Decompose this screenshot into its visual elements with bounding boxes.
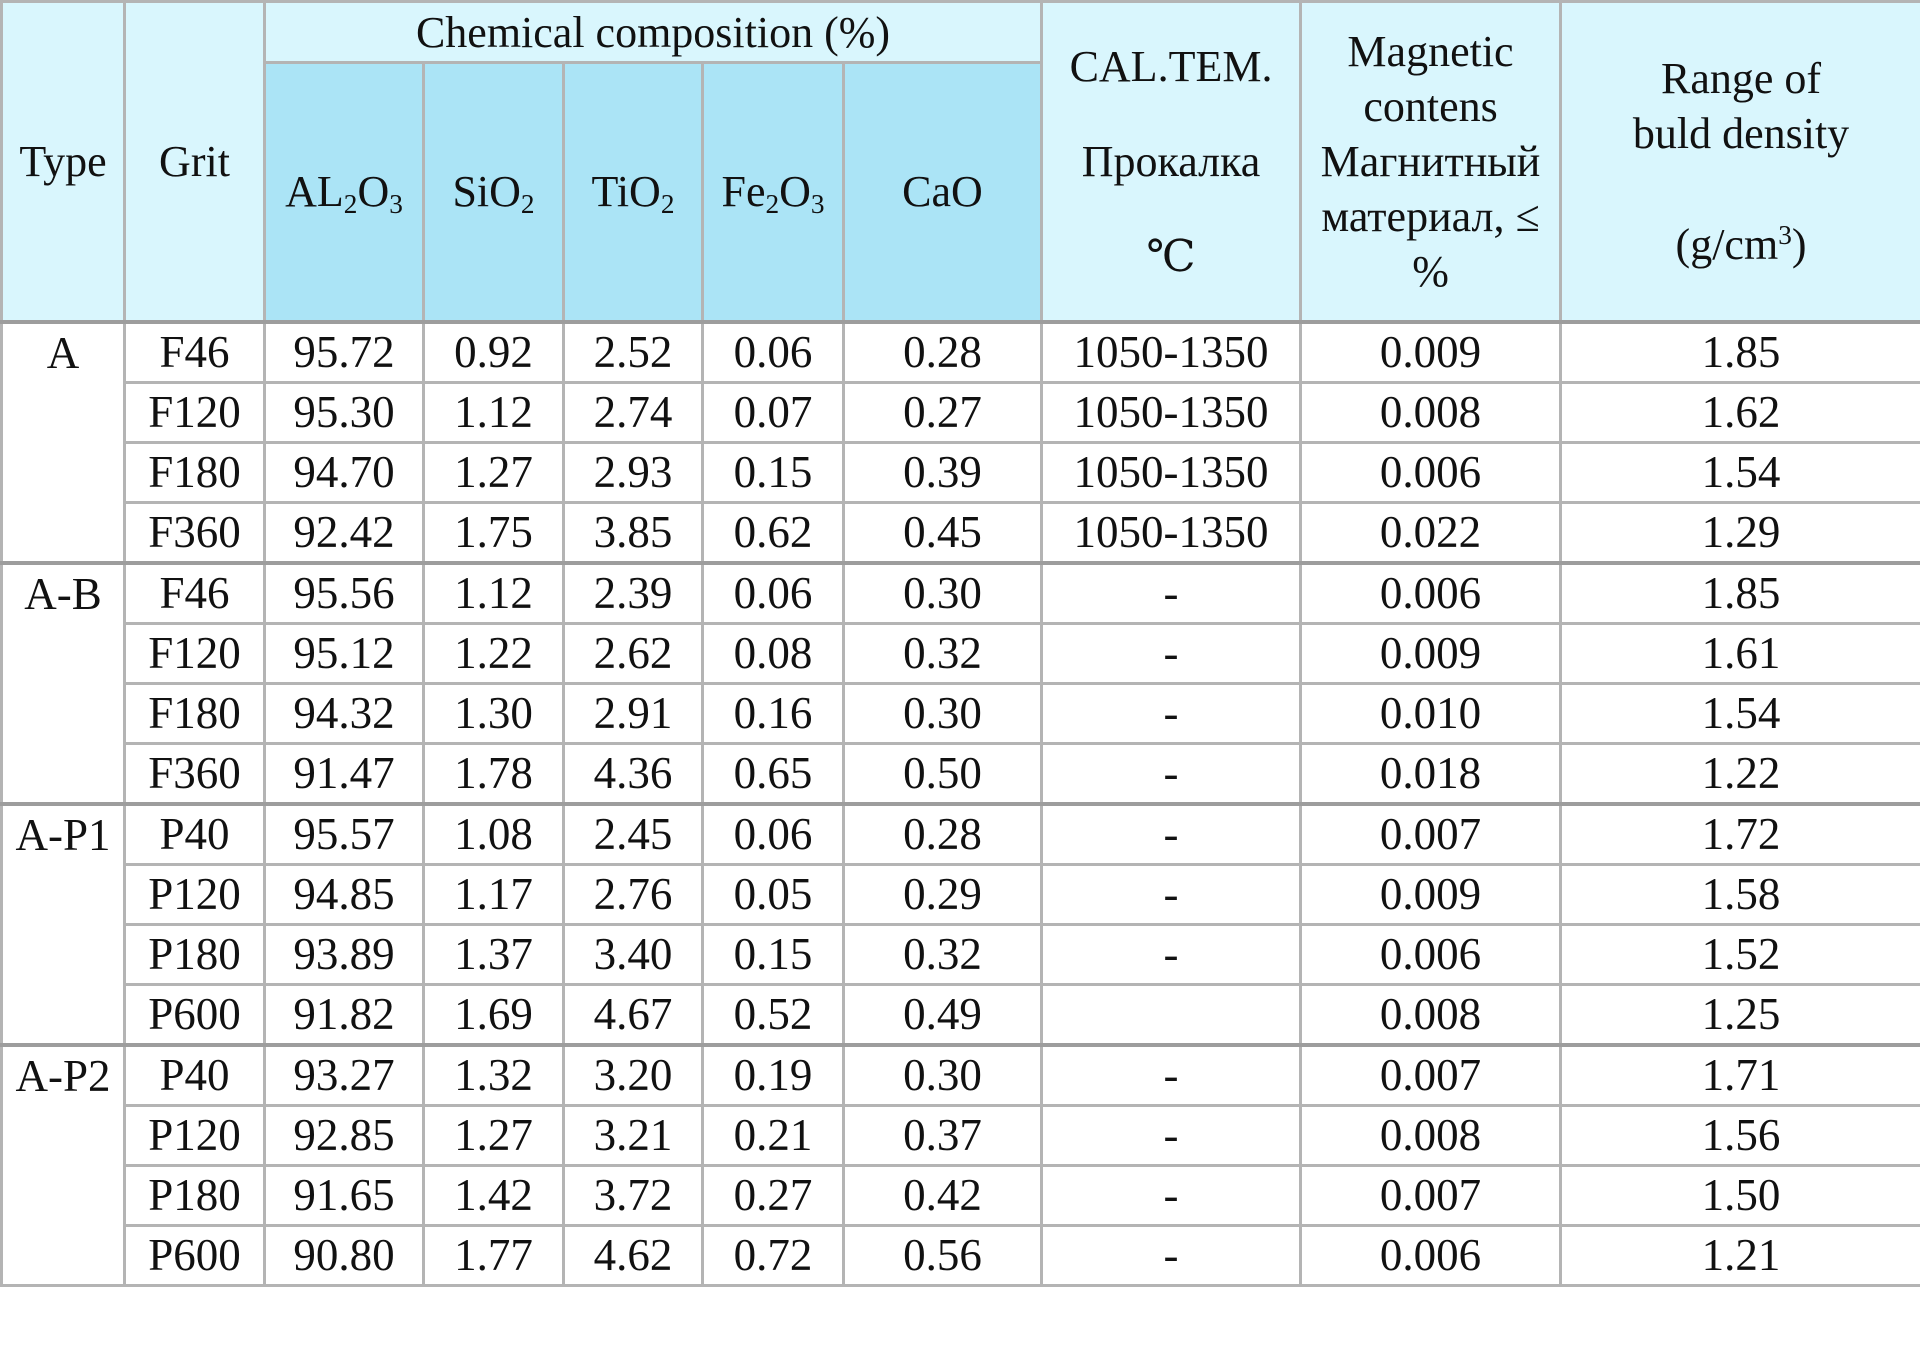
fe2o3-cell: 0.19 bbox=[703, 1045, 844, 1106]
al2o3-cell: 95.57 bbox=[265, 804, 424, 865]
al2o3-cell: 95.30 bbox=[265, 383, 424, 443]
table-row bbox=[2, 383, 1920, 443]
sio2-cell: 1.77 bbox=[424, 1226, 564, 1286]
dens-cell: 1.54 bbox=[1561, 684, 1920, 744]
dens-cell: 1.61 bbox=[1561, 624, 1920, 684]
al2o3-cell: 91.82 bbox=[265, 985, 424, 1046]
dens-cell: 1.62 bbox=[1561, 383, 1920, 443]
al2o3-cell: 93.27 bbox=[265, 1045, 424, 1106]
al2o3-cell: 91.65 bbox=[265, 1166, 424, 1226]
dens-line-2: buld density bbox=[1632, 109, 1850, 158]
fe2o3-cell: 0.65 bbox=[703, 744, 844, 805]
mag-line-4: материал, ≤ bbox=[1321, 192, 1540, 241]
cal-cell: 1050-1350 bbox=[1042, 443, 1301, 503]
tio2-cell: 3.72 bbox=[564, 1166, 703, 1226]
grit-cell: P40 bbox=[125, 804, 265, 865]
cao-cell: 0.32 bbox=[844, 925, 1042, 985]
dens-unit: $(g/cm^3)$ bbox=[1675, 220, 1807, 269]
tio2-cell: 3.40 bbox=[564, 925, 703, 985]
dens-cell: 1.21 bbox=[1561, 1226, 1920, 1286]
table-row bbox=[2, 804, 1920, 865]
sio2-cell: 1.08 bbox=[424, 804, 564, 865]
tio2-cell: 2.74 bbox=[564, 383, 703, 443]
al2o3-cell: 95.12 bbox=[265, 624, 424, 684]
sio2-cell: 1.17 bbox=[424, 865, 564, 925]
cal-cell: - bbox=[1042, 1166, 1301, 1226]
dens-cell: 1.52 bbox=[1561, 925, 1920, 985]
mag-cell: 0.022 bbox=[1301, 503, 1561, 564]
cal-cell: - bbox=[1042, 1045, 1301, 1106]
fe2o3-cell: 0.15 bbox=[703, 443, 844, 503]
dens-cell: 1.25 bbox=[1561, 985, 1920, 1046]
mag-cell: 0.007 bbox=[1301, 1166, 1561, 1226]
table-row bbox=[2, 925, 1920, 985]
cal-cell: - bbox=[1042, 1226, 1301, 1286]
table-row bbox=[2, 563, 1920, 624]
cao-cell: 0.39 bbox=[844, 443, 1042, 503]
dens-cell: 1.29 bbox=[1561, 503, 1920, 564]
header-bulk-density bbox=[1561, 2, 1920, 323]
grit-cell: P120 bbox=[125, 1106, 265, 1166]
tio2-cell: 3.21 bbox=[564, 1106, 703, 1166]
mag-cell: 0.018 bbox=[1301, 744, 1561, 805]
mag-line-5: % bbox=[1412, 247, 1449, 296]
mag-cell: 0.009 bbox=[1301, 865, 1561, 925]
cao-cell: 0.27 bbox=[844, 383, 1042, 443]
grit-cell: F180 bbox=[125, 684, 265, 744]
cao-cell: 0.29 bbox=[844, 865, 1042, 925]
cal-cell: - bbox=[1042, 1106, 1301, 1166]
fe2o3-cell: 0.62 bbox=[703, 503, 844, 564]
cal-cell: - bbox=[1042, 684, 1301, 744]
cal-cell: - bbox=[1042, 804, 1301, 865]
tio2-cell: 2.39 bbox=[564, 563, 703, 624]
mag-cell: 0.007 bbox=[1301, 804, 1561, 865]
sio2-cell: 1.30 bbox=[424, 684, 564, 744]
cal-cell: - bbox=[1042, 624, 1301, 684]
grit-cell: F360 bbox=[125, 744, 265, 805]
header-cao: CaO bbox=[844, 63, 1042, 323]
tio2-cell: 4.62 bbox=[564, 1226, 703, 1286]
al2o3-cell: 94.70 bbox=[265, 443, 424, 503]
tio2-cell: 2.76 bbox=[564, 865, 703, 925]
al2o3-cell: 95.56 bbox=[265, 563, 424, 624]
cao-cell: 0.37 bbox=[844, 1106, 1042, 1166]
bottom-margin bbox=[0, 1287, 1920, 1347]
tio2-cell: 2.45 bbox=[564, 804, 703, 865]
table-header bbox=[2, 2, 1920, 323]
fe2o3-cell: 0.52 bbox=[703, 985, 844, 1046]
header-type: Type bbox=[2, 2, 125, 323]
header-calcination-temperature bbox=[1042, 2, 1301, 323]
header-grit: Grit bbox=[125, 2, 265, 323]
grit-cell: P180 bbox=[125, 925, 265, 985]
tio2-cell: 2.62 bbox=[564, 624, 703, 684]
sio2-cell: 1.12 bbox=[424, 383, 564, 443]
al2o3-cell: 93.89 bbox=[265, 925, 424, 985]
fe2o3-cell: 0.08 bbox=[703, 624, 844, 684]
grit-cell: F360 bbox=[125, 503, 265, 564]
cao-cell: 0.42 bbox=[844, 1166, 1042, 1226]
al2o3-cell: 92.85 bbox=[265, 1106, 424, 1166]
header-chemical-composition: Chemical composition (%) bbox=[265, 2, 1042, 63]
tio2-cell: 4.67 bbox=[564, 985, 703, 1046]
dens-cell: 1.85 bbox=[1561, 322, 1920, 383]
sio2-cell: 1.12 bbox=[424, 563, 564, 624]
type-cell: A-P1 bbox=[2, 804, 125, 1045]
table-row bbox=[2, 1106, 1920, 1166]
mag-cell: 0.009 bbox=[1301, 624, 1561, 684]
dens-cell: 1.56 bbox=[1561, 1106, 1920, 1166]
cal-cell: 1050-1350 bbox=[1042, 383, 1301, 443]
grit-cell: P600 bbox=[125, 1226, 265, 1286]
header-al2o3: $AL_2O_3$ bbox=[265, 63, 424, 323]
sio2-cell: 1.42 bbox=[424, 1166, 564, 1226]
grit-cell: P40 bbox=[125, 1045, 265, 1106]
fe2o3-cell: 0.06 bbox=[703, 563, 844, 624]
fe2o3-cell: 0.72 bbox=[703, 1226, 844, 1286]
fe2o3-cell: 0.15 bbox=[703, 925, 844, 985]
cao-cell: 0.30 bbox=[844, 563, 1042, 624]
table-row bbox=[2, 1226, 1920, 1286]
header-fe2o3: $Fe_2O_3$ bbox=[703, 63, 844, 323]
dens-cell: 1.58 bbox=[1561, 865, 1920, 925]
cal-cell: - bbox=[1042, 865, 1301, 925]
al2o3-cell: 95.72 bbox=[265, 322, 424, 383]
cao-cell: 0.45 bbox=[844, 503, 1042, 564]
tio2-cell: 3.85 bbox=[564, 503, 703, 564]
cal-line-1: CAL.TEM. bbox=[1069, 42, 1273, 91]
mag-cell: 0.006 bbox=[1301, 443, 1561, 503]
dens-cell: 1.72 bbox=[1561, 804, 1920, 865]
fe2o3-cell: 0.16 bbox=[703, 684, 844, 744]
sio2-cell: 1.75 bbox=[424, 503, 564, 564]
cao-cell: 0.49 bbox=[844, 985, 1042, 1046]
cal-line-3: ℃ bbox=[1146, 232, 1196, 281]
sio2-cell: 1.78 bbox=[424, 744, 564, 805]
dens-cell: 1.22 bbox=[1561, 744, 1920, 805]
sio2-cell: 0.92 bbox=[424, 322, 564, 383]
cal-cell: 1050-1350 bbox=[1042, 503, 1301, 564]
type-cell: A bbox=[2, 322, 125, 563]
table-row bbox=[2, 985, 1920, 1046]
tio2-cell: 2.52 bbox=[564, 322, 703, 383]
tio2-cell: 4.36 bbox=[564, 744, 703, 805]
cal-cell bbox=[1042, 985, 1301, 1046]
mag-cell: 0.008 bbox=[1301, 383, 1561, 443]
grit-cell: F120 bbox=[125, 624, 265, 684]
sio2-cell: 1.69 bbox=[424, 985, 564, 1046]
tio2-cell: 2.93 bbox=[564, 443, 703, 503]
al2o3-cell: 92.42 bbox=[265, 503, 424, 564]
header-tio2: TiO$_2$ bbox=[564, 63, 703, 323]
grit-cell: P180 bbox=[125, 1166, 265, 1226]
table-row bbox=[2, 1045, 1920, 1106]
mag-cell: 0.010 bbox=[1301, 684, 1561, 744]
grit-cell: F46 bbox=[125, 322, 265, 383]
type-cell: A-P2 bbox=[2, 1045, 125, 1286]
table-row bbox=[2, 684, 1920, 744]
fe2o3-cell: 0.06 bbox=[703, 322, 844, 383]
mag-cell: 0.006 bbox=[1301, 563, 1561, 624]
fe2o3-cell: 0.05 bbox=[703, 865, 844, 925]
dens-line-1: Range of bbox=[1660, 54, 1822, 103]
al2o3-cell: 94.32 bbox=[265, 684, 424, 744]
grit-cell: F120 bbox=[125, 383, 265, 443]
cao-cell: 0.30 bbox=[844, 684, 1042, 744]
cal-cell: 1050-1350 bbox=[1042, 322, 1301, 383]
dens-cell: 1.71 bbox=[1561, 1045, 1920, 1106]
mag-line-1: Magnetic bbox=[1347, 27, 1514, 76]
mag-cell: 0.007 bbox=[1301, 1045, 1561, 1106]
tio2-cell: 3.20 bbox=[564, 1045, 703, 1106]
sio2-cell: 1.27 bbox=[424, 1106, 564, 1166]
cao-cell: 0.50 bbox=[844, 744, 1042, 805]
sio2-cell: 1.22 bbox=[424, 624, 564, 684]
header-magnetic-content bbox=[1301, 2, 1561, 323]
table-row bbox=[2, 503, 1920, 564]
grit-cell: F46 bbox=[125, 563, 265, 624]
table-row bbox=[2, 1166, 1920, 1226]
header-sio2: SiO$_2$ bbox=[424, 63, 564, 323]
tio2-cell: 2.91 bbox=[564, 684, 703, 744]
al2o3-cell: 94.85 bbox=[265, 865, 424, 925]
fe2o3-cell: 0.06 bbox=[703, 804, 844, 865]
cal-line-2: Прокалка bbox=[1081, 137, 1261, 186]
table-row bbox=[2, 624, 1920, 684]
fe2o3-cell: 0.07 bbox=[703, 383, 844, 443]
table-row bbox=[2, 744, 1920, 805]
cal-cell: - bbox=[1042, 744, 1301, 805]
mag-cell: 0.006 bbox=[1301, 925, 1561, 985]
grit-cell: P600 bbox=[125, 985, 265, 1046]
sio2-cell: 1.37 bbox=[424, 925, 564, 985]
dens-cell: 1.85 bbox=[1561, 563, 1920, 624]
cao-cell: 0.28 bbox=[844, 804, 1042, 865]
fe2o3-cell: 0.21 bbox=[703, 1106, 844, 1166]
mag-cell: 0.009 bbox=[1301, 322, 1561, 383]
type-cell: A-B bbox=[2, 563, 125, 804]
fe2o3-cell: 0.27 bbox=[703, 1166, 844, 1226]
mag-cell: 0.008 bbox=[1301, 985, 1561, 1046]
table-row bbox=[2, 443, 1920, 503]
table-row bbox=[2, 865, 1920, 925]
dens-cell: 1.50 bbox=[1561, 1166, 1920, 1226]
mag-line-3: Магнитный bbox=[1320, 137, 1541, 186]
cal-cell: - bbox=[1042, 563, 1301, 624]
al2o3-cell: 90.80 bbox=[265, 1226, 424, 1286]
cal-cell: - bbox=[1042, 925, 1301, 985]
mag-cell: 0.008 bbox=[1301, 1106, 1561, 1166]
cao-cell: 0.32 bbox=[844, 624, 1042, 684]
dens-cell: 1.54 bbox=[1561, 443, 1920, 503]
al2o3-cell: 91.47 bbox=[265, 744, 424, 805]
cao-cell: 0.30 bbox=[844, 1045, 1042, 1106]
table-body bbox=[2, 322, 1920, 1286]
cao-cell: 0.56 bbox=[844, 1226, 1042, 1286]
grit-cell: P120 bbox=[125, 865, 265, 925]
cao-cell: 0.28 bbox=[844, 322, 1042, 383]
grit-cell: F180 bbox=[125, 443, 265, 503]
sio2-cell: 1.27 bbox=[424, 443, 564, 503]
mag-cell: 0.006 bbox=[1301, 1226, 1561, 1286]
sio2-cell: 1.32 bbox=[424, 1045, 564, 1106]
mag-line-2: contens bbox=[1363, 82, 1498, 131]
table-row bbox=[2, 322, 1920, 383]
